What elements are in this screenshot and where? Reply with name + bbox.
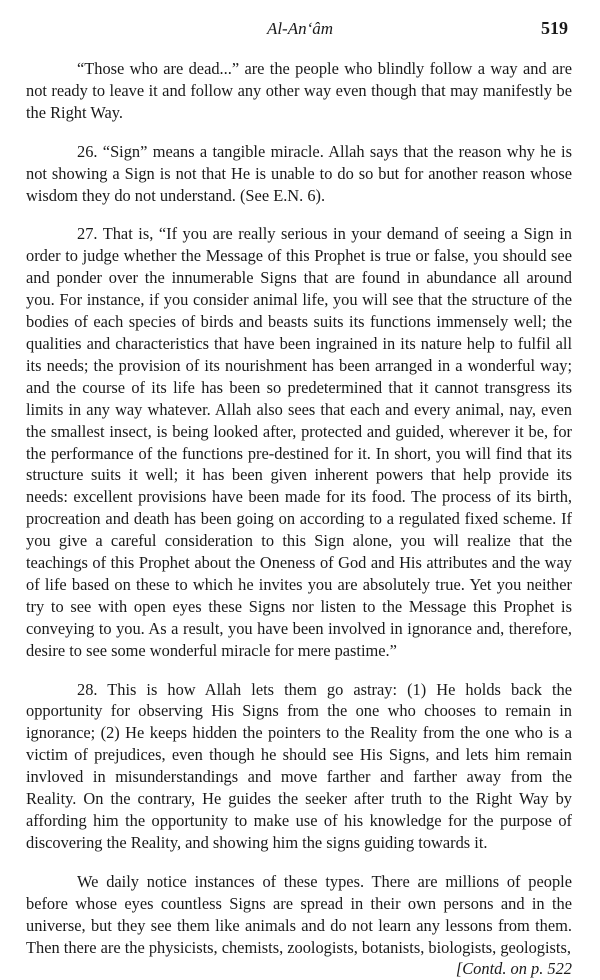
continuation-note: [Contd. on p. 522 bbox=[455, 959, 572, 979]
paragraph-daily-instances: We daily notice instances of these types. There are millions of people before whose eyes countless Signs are spread in their own persons and in the universe, but they see them like animals and do not learn any lessons from them. Then there are the physicists, chemists, zoologists, botanists, biologists, geologists, bbox=[26, 871, 572, 957]
page-body bbox=[26, 58, 572, 980]
paragraph-note-26: 26. “Sign” means a tangible miracle. Allah says that the reason why he is not showing a Sign is not that He is unable to do so but for another reason whose wisdom they do not understand. (See E.N. 6). bbox=[26, 141, 572, 205]
paragraph-note-28: 28. This is how Allah lets them go astray: (1) He holds back the opportunity for observing His Signs from the one who chooses to remain in ignorance; (2) He keeps hidden the pointers to the Reality from the one who is a victim of prejudices, even though he should see His Signs, and lets him remain invloved in misunderstandings and move farther and farther away from the Reality. On the contrary, He guides the seeker after truth to the Right Way by affording him the opportunity to make use of his knowledge for the purpose of discovering the Reality, and showing him the signs guiding towards it. bbox=[26, 679, 572, 852]
running-header-title: Al-An‘âm bbox=[266, 19, 334, 38]
paragraph-note-27: 27. That is, “If you are really serious in your demand of seeing a Sign in order to judge whether the Message of this Prophet is true or false, you should see and ponder over the innumerable Signs that are found in abundance all around you. For instance, if you consider animal life, you will see that the structure of the bodies of each species of birds and beasts suits its functions immensely well; the qualities and characteristics that have been ingrained in its nature help to fulfil all its needs; the provision of its nourishment has been arranged in a wonderful way; and the course of its life has been so predetermined that it cannot transgress its limits in any way whatever. Allah also sees that each and every animal, nay, even the smallest insect, is being looked after, protected and guided, wherever it be, for the performance of the functions pre-destined for it. In short, you will find that its structure suits it well; it has been given inherent powers that help provide its needs: excellent provisions have been made for its food. The process of its birth, procreation and death has been going on according to a regulated fixed scheme. If you give a careful consideration to this Sign alone, you will realize that the teachings of this Prophet about the Oneness of God and His attributes and the way of life based on these to which he invites you are absolutely true. Yet you neither try to see with open eyes these Signs nor listen to the Message this Prophet is conveying to you. As a result, you have been involved in ignorance and, therefore, desire to see some wonderful miracle for mere pastime.” bbox=[26, 224, 572, 660]
paragraph-those-who-are-dead: “Those who are dead...” are the people who blindly follow a way and are not ready to leave it and follow any other way even though that may manifestly be the Right Way. bbox=[26, 59, 572, 122]
page-number: 519 bbox=[541, 18, 568, 38]
